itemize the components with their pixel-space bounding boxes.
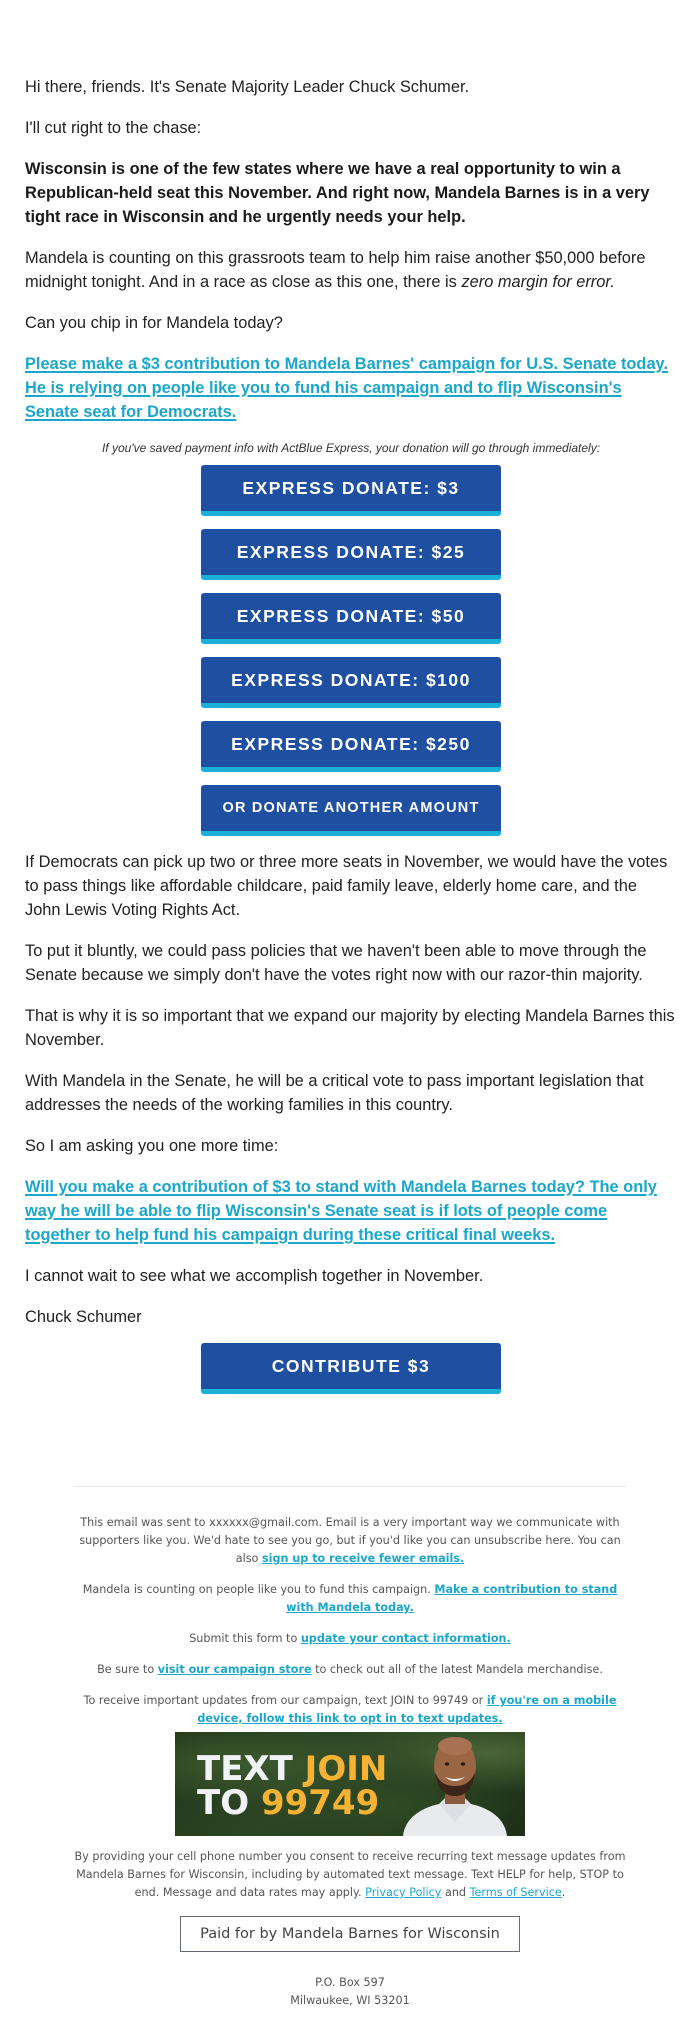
intro: I'll cut right to the chase:	[25, 119, 202, 137]
footer-sent-to	[74, 1514, 626, 1568]
banner-text-white: TEXT	[197, 1749, 293, 1789]
fewer-emails-link[interactable]: sign up to receive fewer emails.	[261, 1552, 465, 1565]
express-donate-50-button[interactable]: EXPRESS DONATE: $50	[201, 593, 501, 644]
terms-of-service-link[interactable]: Terms of Service	[469, 1886, 562, 1899]
banner-text-gold: JOIN	[304, 1749, 388, 1789]
update-contact-link[interactable]: update your contact information.	[300, 1632, 511, 1645]
store-before-text: Be sure to	[97, 1663, 158, 1676]
text-join-banner-image[interactable]	[175, 1732, 525, 1836]
body-continued	[25, 850, 677, 1329]
express-donate-3-button[interactable]: EXPRESS DONATE: $3	[201, 465, 501, 516]
email-body	[25, 75, 677, 1394]
donate-another-amount-button[interactable]: OR DONATE ANOTHER AMOUNT	[201, 785, 501, 836]
paid-for-disclaimer: Paid for by Mandela Barnes for Wisconsin	[180, 1916, 520, 1952]
candidate-portrait-icon	[395, 1732, 515, 1836]
footer-contact	[74, 1630, 626, 1648]
cta-paragraph-2	[25, 1175, 677, 1247]
campaign-store-link[interactable]: visit our campaign store	[157, 1663, 312, 1676]
banner-line-1	[197, 1749, 388, 1789]
footer-divider	[74, 1486, 626, 1487]
banner-text-gold: 99749	[260, 1783, 380, 1823]
footer-store	[74, 1661, 626, 1679]
paragraph: To put it bluntly, we could pass policies that we haven't been able to move through the Senate because we simply don't have the votes right now with our razor-thin majority.	[25, 942, 647, 984]
goal-emphasis: zero margin for error.	[461, 273, 615, 291]
contribute-stack	[25, 1329, 677, 1394]
footer-text-updates	[74, 1692, 626, 1728]
sent-to-text: This email was sent to xxxxxx@gmail.com. Email is a very important way we communicate with supporters like you. We'd hate to see you go, but if you'd like you can unsubscribe here. You can also	[79, 1516, 621, 1565]
contribute-3-button[interactable]: CONTRIBUTE $3	[201, 1343, 501, 1394]
banner-line-2	[197, 1783, 380, 1823]
goal-text: Mandela is counting on this grassroots team to help him raise another $50,000 before midnight tonight. And in a race as close as this one, there is	[25, 249, 646, 291]
text-opt-in-link[interactable]: if you're on a mobile device, follow this link to opt in to text updates.	[197, 1694, 617, 1725]
paragraph: So I am asking you one more time:	[25, 1137, 279, 1155]
contribution-link-2[interactable]: Will you make a contribution of $3 to stand with Mandela Barnes today? The only way he will be able to flip Wisconsin's Senate seat is if lots of people come together to help fund his campaign during these critical final weeks.	[25, 1178, 657, 1244]
express-donate-100-button[interactable]: EXPRESS DONATE: $100	[201, 657, 501, 708]
footer	[74, 1514, 626, 2010]
text-updates-text: To receive important updates from our campaign, text JOIN to 99749 or	[83, 1694, 487, 1707]
donate-button-stack	[25, 465, 677, 836]
address-line-2: Milwaukee, WI 53201	[290, 1994, 410, 2007]
store-after-text: to check out all of the latest Mandela merchandise.	[311, 1663, 603, 1676]
contact-text: Submit this form to	[189, 1632, 301, 1645]
sms-consent	[74, 1848, 626, 1902]
contribution-link-1[interactable]: Please make a $3 contribution to Mandela Barnes' campaign for U.S. Senate today. He is relying on people like you to fund his campaign and to flip Wisconsin's Senate seat for Democrats.	[25, 355, 669, 421]
paragraph: With Mandela in the Senate, he will be a critical vote to pass important legislation that addresses the needs of the working families in this country.	[25, 1072, 644, 1114]
paragraph: That is why it is so important that we expand our majority by electing Mandela Barnes this November.	[25, 1007, 675, 1049]
greeting: Hi there, friends. It's Senate Majority Leader Chuck Schumer.	[25, 78, 470, 96]
closing: I cannot wait to see what we accomplish together in November.	[25, 1267, 484, 1285]
privacy-policy-link[interactable]: Privacy Policy	[365, 1886, 442, 1899]
signature: Chuck Schumer	[25, 1308, 142, 1326]
cta-paragraph-1	[25, 352, 677, 424]
express-note: If you've saved payment info with ActBlue Express, your donation will go through immediately:	[101, 441, 601, 455]
consent-text: By providing your cell phone number you consent to receive recurring text message updates from Mandela Barnes for Wisconsin, including by automated text message. Text HELP for help, STOP to end. Message and data rates may apply.	[74, 1850, 626, 1899]
express-donate-25-button[interactable]: EXPRESS DONATE: $25	[201, 529, 501, 580]
goal-paragraph	[25, 246, 677, 294]
express-donate-250-button[interactable]: EXPRESS DONATE: $250	[201, 721, 501, 772]
ask: Can you chip in for Mandela today?	[25, 314, 283, 332]
paragraph: If Democrats can pick up two or three more seats in November, we would have the votes to pass things like affordable childcare, paid family leave, elderly home care, and the John Lewis Voting Rights Act.	[25, 853, 668, 919]
footer-fund	[74, 1581, 626, 1617]
consent-and: and	[441, 1886, 470, 1899]
contribute-stand-link[interactable]: Make a contribution to stand with Mandela today.	[286, 1583, 618, 1614]
address-line-1: P.O. Box 597	[315, 1976, 385, 1989]
mailing-address	[74, 1974, 626, 2010]
fund-text: Mandela is counting on people like you to fund this campaign.	[82, 1583, 435, 1596]
banner-text-white: TO	[197, 1783, 250, 1823]
consent-end: .	[561, 1886, 566, 1899]
bold-paragraph: Wisconsin is one of the few states where we have a real opportunity to win a Republican-held seat this November. And right now, Mandela Barnes is in a very tight race in Wisconsin and he urgently needs your help.	[25, 160, 650, 226]
